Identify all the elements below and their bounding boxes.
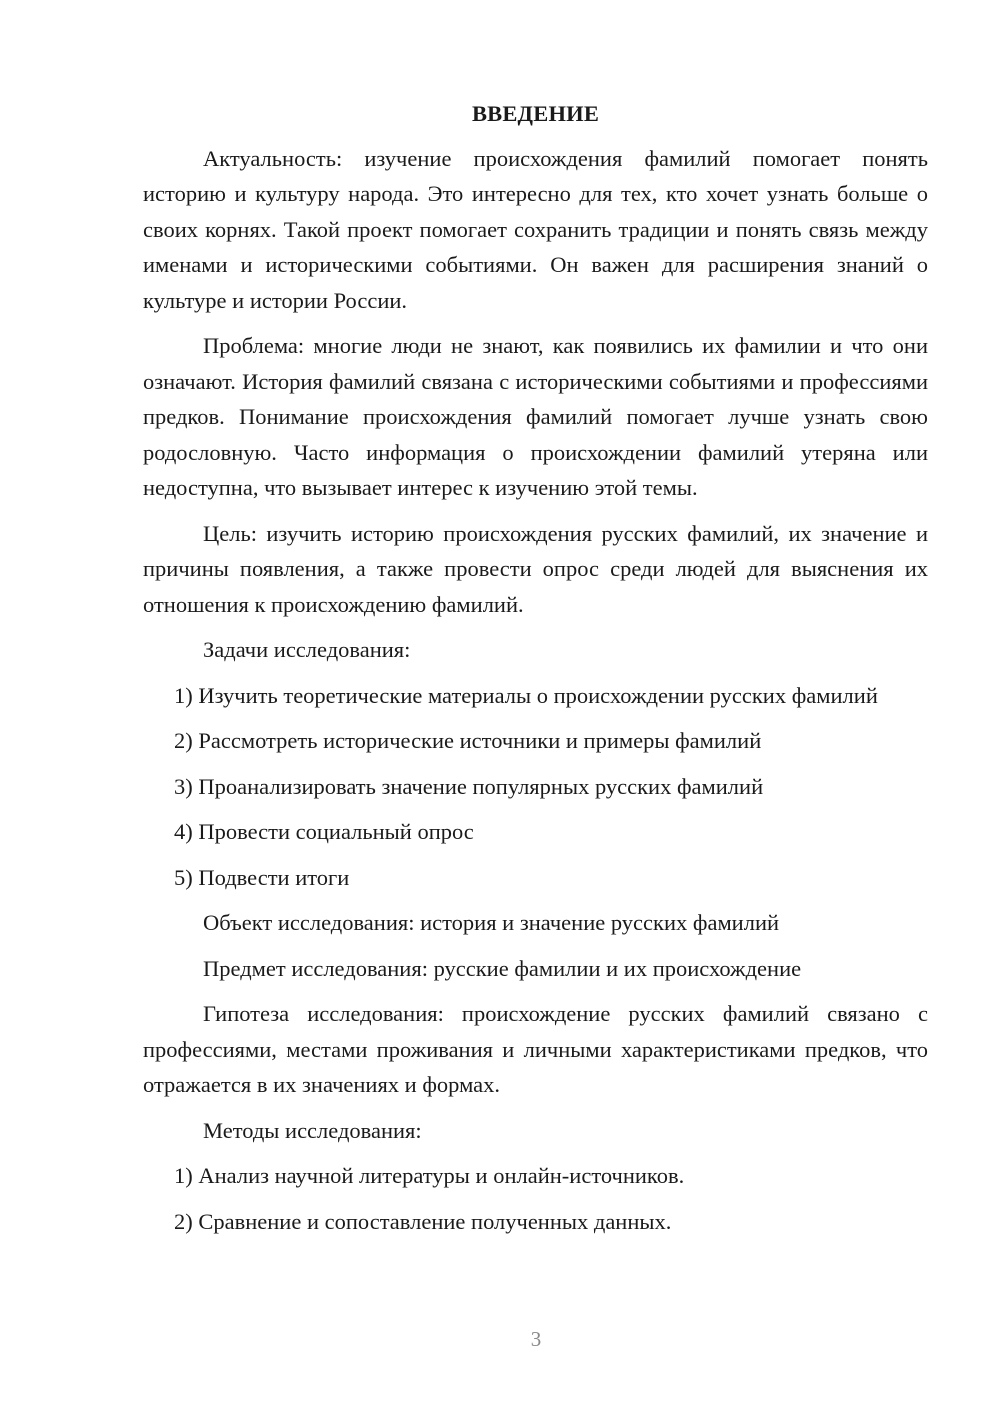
task-item: 1) Изучить теоретические материалы о происхождении русских фамилий [174,682,878,708]
methods-heading: Методы исследования: [203,1117,422,1143]
task-item: 4) Провести социальный опрос [174,819,474,844]
goal-paragraph: Цель: изучить историю происхождения русских фамилий, их значение и причины появления, а также провести опрос среди людей для выяснения их отношения к происхождению фамилий. [143,520,928,617]
task-item: 5) Подвести итоги [174,864,350,890]
page-number: 3 [530,1327,542,1351]
document-page [143,96,928,1249]
task-item: 2) Рассмотреть исторические источники и примеры фамилий [174,728,762,753]
hypothesis-paragraph: Гипотеза исследования: происхождение русских фамилий связано с профессиями, местами проживания и личными характеристиками предков, что отражается в их значениях и формах. [143,1001,928,1097]
task-item: 3) Проанализировать значение популярных русских фамилий [174,773,764,799]
section-title: ВВЕДЕНИЕ [471,101,600,126]
method-item: 1) Анализ научной литературы и онлайн-источников. [174,1163,685,1188]
research-object: Объект исследования: история и значение русских фамилий [203,910,780,935]
research-subject: Предмет исследования: русские фамилии и их происхождение [203,955,802,981]
method-item: 2) Сравнение и сопоставление полученных данных. [174,1208,672,1234]
problem-paragraph: Проблема: многие люди не знают, как появились их фамилии и что они означают. История фамилий связана с историческими событиями и профессиями предков. Понимание происхождения фамилий помогает лучше узнать свою родословную. Часто информация о происхождении фамилий утеряна или недоступна, что вызывает интерес к изучению этой темы. [143,333,928,500]
relevance-paragraph: Актуальность: изучение происхождения фамилий помогает понять историю и культуру народа. Это интересно для тех, кто хочет узнать больше о своих корнях. Такой проект помогает сохранить традиции и понять связь между именами и историческими событиями. Он важен для расширения знаний о культуре и истории России. [143,145,928,313]
tasks-heading: Задачи исследования: [203,637,411,662]
